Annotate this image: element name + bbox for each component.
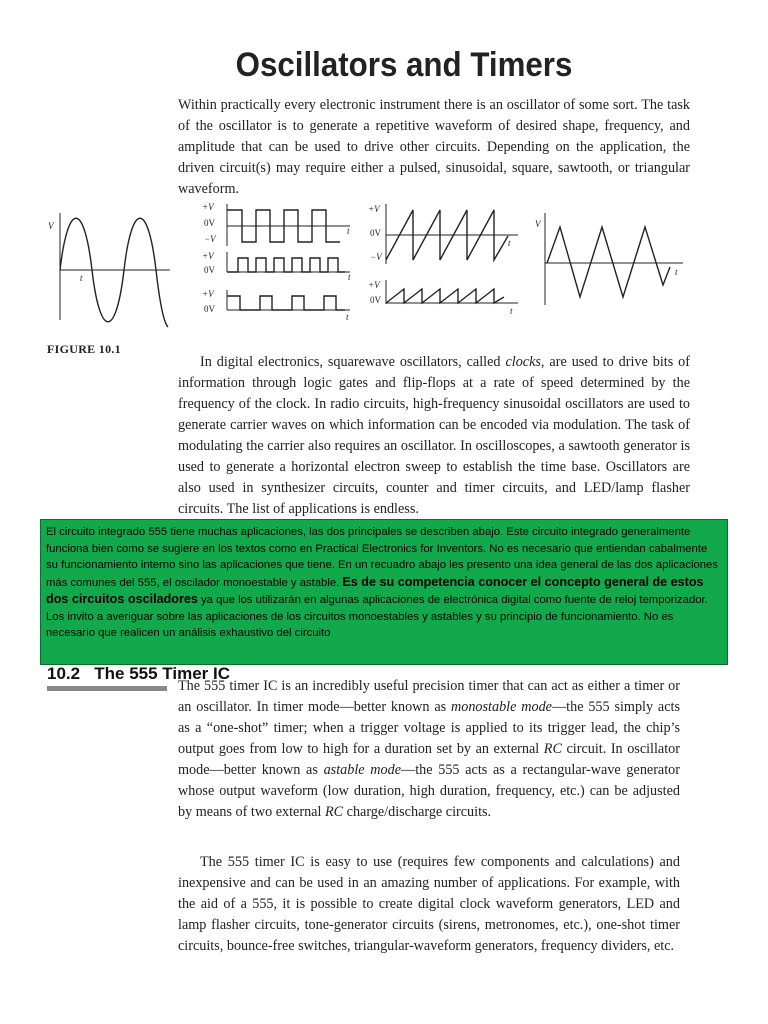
digital-text-2: , are used to drive bits of information through logic gates and flip-flops at a rate of speed determined by the frequency of the clock. In radio circuits, high-frequency sinusoidal oscillators are used to generate carrier waves on which information can be encoded via modulation. The task of modulating the carrier also requires an oscillator. In oscilloscopes, a sawtooth generator is used to generate a horizontal electron sweep to establish the time base. Oscillators are also used in synthesizer circuits, counter and timer circuits, and LED/lamp flasher circuits. The list of applications is endless.	[178, 354, 690, 517]
timer1-text-5: charge/discharge circuits.	[343, 804, 492, 820]
triangle-t-label: t	[675, 267, 678, 277]
sine-v-label: V	[48, 221, 54, 231]
timer1-rc-2: RC	[324, 804, 344, 820]
digital-text-1: In digital electronics, squarewave oscillators, called	[200, 354, 506, 370]
sine-waveform	[42, 205, 172, 325]
svg-text:t: t	[508, 238, 511, 248]
timer1-text-2: —the 555 simply acts as a “one-shot” timer; when a trigger voltage is applied to its trigger lead, the chip’s output goes from low to high for a duration set by an external	[178, 699, 680, 757]
saw-t-label: t	[510, 306, 513, 316]
note-text-2: ya que los utilizarán en algunas aplicaciones de electrónica digital como fuente de reloj temporizador. Los invito a averiguar sobre las aplicaciones de los circuitos monoestables y astables y su principio de funcionamiento. No es necesario que realicen un análisis exhaustivo del circuito	[46, 594, 708, 639]
square-plus-v-3: +V	[202, 289, 214, 299]
saw-plus-v-1: +V	[368, 204, 380, 214]
section-heading: 10.2 The 555 Timer IC	[47, 664, 230, 683]
note-text-1: El circuito integrado 555 tiene muchas aplicaciones, las dos principales se describen abajo. Este circuito integrado generalmente funciona bien como se sugiere en los textos como en Practical Electronics for Inventors. No es necesario que entiendan cabalmente su funcionamiento interno sino las aplicaciones que tiene. En un recuadro abajo les presento una idea general de las dos aplicaciones más comunes del 555, el oscilador monoestable y astable.	[46, 526, 718, 589]
digital-paragraph	[178, 352, 690, 520]
timer-paragraph-2: The 555 timer IC is easy to use (requires few components and calculations) and inexpensive and can be used in an amazing number of applications. For example, with the aid of a 555, it is possible to create digital clock waveform generators, LED and lamp flasher circuits, tone-generator circuits (sirens, metronomes, etc.), one-shot timer circuits, bounce-free switches, triangular-waveform generators, frequency dividers, etc.	[178, 854, 680, 954]
saw-zero-v-1: 0V	[370, 228, 381, 238]
timer1-monostable-term: monostable mode	[451, 699, 552, 715]
timer1-astable-term: astable mode	[323, 762, 402, 778]
svg-text:t: t	[348, 272, 351, 282]
square-plus-v-1: +V	[202, 202, 214, 212]
square-t-label: t	[346, 312, 349, 322]
square-minus-v-1: −V	[204, 234, 216, 244]
timer-paragraph-1	[178, 676, 680, 823]
note-box	[40, 519, 728, 665]
timer1-text-3: circuit. In oscillator mode—better known as	[178, 741, 680, 778]
chapter-title: Oscillators and Timers	[235, 46, 573, 84]
saw-minus-v-1: −V	[370, 252, 382, 262]
figure-label: FIGURE 10.1	[47, 342, 121, 356]
square-zero-v-3: 0V	[204, 304, 215, 314]
section-rule	[47, 686, 167, 691]
intro-paragraph: Within practically every electronic instrument there is an oscillator of some sort. The task of the oscillator is to generate a repetitive waveform of desired shape, frequency, and amplitude that can be used to drive other circuits. Depending on the application, the driven circuit(s) may require either a pulsed, sinusoidal, square, sawtooth, or triangular waveform.	[178, 97, 690, 197]
square-zero-v-1: 0V	[204, 218, 215, 228]
square-plus-v-2: +V	[202, 251, 214, 261]
square-zero-v-2: 0V	[204, 265, 215, 275]
timer1-text-4: —the 555 acts as a rectangular-wave generator whose output waveform (low duration, high duration, frequency, etc.) can be adjusted by means of two external	[178, 762, 680, 820]
digital-clocks-term: clocks	[505, 354, 541, 370]
triangle-waveform	[535, 205, 685, 325]
saw-plus-v-2: +V	[368, 280, 380, 290]
note-bold-text: Es de su competencia conocer el concepto general de estos dos circuitos osciladores	[46, 574, 704, 606]
sine-t-label: t	[80, 273, 83, 283]
square-waveforms	[200, 202, 360, 327]
timer1-text-1: The 555 timer IC is an incredibly useful precision timer that can act as either a timer or an oscillator. In timer mode—better known as	[178, 678, 680, 715]
saw-zero-v-2: 0V	[370, 295, 381, 305]
svg-text:t: t	[347, 226, 350, 236]
sawtooth-waveforms	[368, 202, 518, 327]
timer1-rc-1: RC	[543, 741, 562, 757]
triangle-v-label: V	[535, 219, 541, 229]
